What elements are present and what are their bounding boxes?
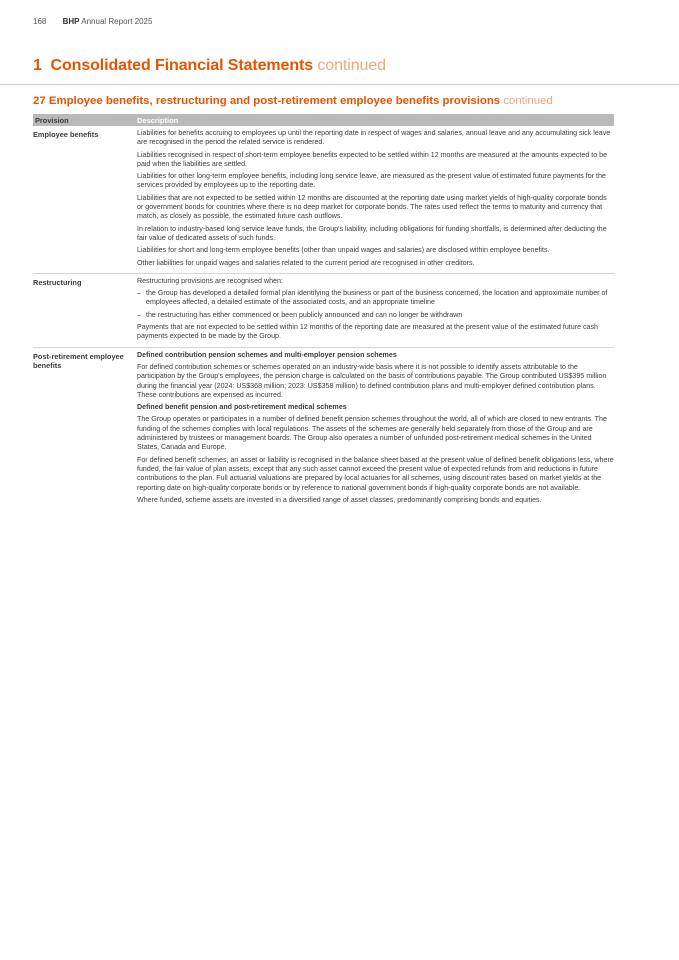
row-label: Post-retirement employee benefits	[33, 351, 124, 370]
table-row-employee-benefits	[33, 126, 614, 274]
paragraph: Restructuring provisions are recognised when:	[137, 276, 283, 285]
section-title-text: Consolidated Financial Statements	[50, 57, 314, 74]
subheading: Defined benefit pension and post-retirement medical schemes	[137, 403, 347, 412]
bullet-dash: –	[137, 289, 141, 298]
list-item-text: the restructuring has either commenced or been publicly announced and can no longer be withdrawn	[146, 310, 463, 319]
bullet-dash: –	[137, 310, 141, 319]
column-header-description: Description	[137, 115, 179, 125]
paragraph: In relation to industry-based long service leave funds, the Group's liability, including obligations for funding shortfalls, is determined after deducting the fair value of dedicated assets of such funds.	[137, 224, 607, 242]
paragraph: Liabilities for short and long-term employee benefits (other than unpaid wages and salaries) are disclosed within employee benefits.	[137, 246, 550, 255]
section-title	[33, 57, 386, 75]
report-name: Annual Report 2025	[81, 17, 153, 26]
subheading: Defined contribution pension schemes and multi-employer pension schemes	[137, 350, 397, 359]
paragraph: Other liabilities for unpaid wages and salaries related to the current period are recognised in other creditors.	[137, 258, 475, 267]
paragraph: Liabilities for benefits accruing to employees up until the reporting date in respect of wages and salaries, annual leave and any accumulating sick leave are recognised in the period the related service is rendered.	[137, 129, 611, 147]
paragraph: Payments that are not expected to be settled within 12 months of the reporting date are measured at the present value of the estimated future cash payments expected to be made by the Group.	[137, 323, 598, 341]
paragraph: For defined contribution schemes or schemes operated on an industry-wide basis where it is not possible to identify assets attributable to the participation by the Group's employees, the pension charge is calculated on the basis of contributions payable. The Group contributed US$395 million during the financial year (2024: US$368 million; 2023: US$358 million) to defined contribution plans and multi-employer defined contribution plans. These contributions are expensed as incurred.	[137, 362, 607, 399]
table-row-restructuring	[33, 274, 614, 348]
note-number: 27	[33, 95, 46, 107]
list-item-text: the Group has developed a detailed formal plan identifying the business or part of the business concerned, the location and approximate number of employees affected, a detailed estimate of the associated costs, and an appropriate timeline	[146, 289, 608, 307]
paragraph: For defined benefit schemes, an asset or liability is recognised in the balance sheet based at the present value of defined benefit obligations less, where funded, the fair value of plan assets, except that any such asset cannot exceed the present value of expected refunds from and reductions in future contributions to the plan. Full actuarial valuations are prepared by local actuaries for all schemes, using discount rates based on market yields at the reporting date on high-quality corporate bonds or by reference to national government bonds if high-quality corporate bonds are not available.	[137, 455, 614, 492]
page-header	[33, 17, 152, 26]
paragraph: Liabilities that are not expected to be settled within 12 months are discounted at the reporting date using market yields of high-quality corporate bonds or government bonds for countries where there is no deep market for corporate bonds. The rates used reflect the terms to maturity and currency that match, as closely as possible, the estimated future cash outflows.	[137, 193, 607, 221]
page-number: 168	[33, 17, 47, 26]
section-number: 1	[33, 57, 42, 74]
row-description	[137, 129, 614, 271]
note-title-text: Employee benefits, restructuring and post-retirement employee benefits provisions	[48, 95, 501, 107]
section-divider	[0, 84, 679, 85]
note-continued: continued	[503, 95, 553, 107]
provisions-table	[33, 114, 614, 510]
list-item	[137, 289, 614, 308]
note-title	[33, 95, 553, 107]
row-description	[137, 277, 614, 345]
list-item	[137, 311, 614, 320]
section-continued: continued	[317, 57, 386, 74]
paragraph: The Group operates or participates in a number of defined benefit pension schemes throughout the world, all of which are closed to new entrants. The funding of the schemes complies with local regulations. The assets of the schemes are generally held separately from those of the Group and are administered by trustees or management boards. The Group also operates a number of unfunded post-retirement medical schemes in the United States, Canada and Europe.	[137, 415, 607, 452]
table-header	[33, 114, 614, 126]
row-label: Restructuring	[33, 277, 82, 287]
paragraph: Liabilities recognised in respect of short-term employee benefits expected to be settled within 12 months are measured at the amounts expected to be paid when the liabilities are settled.	[137, 150, 608, 168]
paragraph: Liabilities for other long-term employee benefits, including long service leave, are measured as the present value of estimated future payments for the services provided by employees up to the reporting date.	[137, 172, 606, 190]
paragraph: Where funded, scheme assets are invested in a diversified range of asset classes, predominantly comprising bonds and equities.	[137, 495, 542, 504]
column-header-provision: Provision	[35, 115, 69, 125]
table-row-post-retirement	[33, 348, 614, 510]
row-description	[137, 351, 614, 508]
brand-name: BHP	[62, 17, 80, 26]
row-label: Employee benefits	[33, 130, 99, 139]
